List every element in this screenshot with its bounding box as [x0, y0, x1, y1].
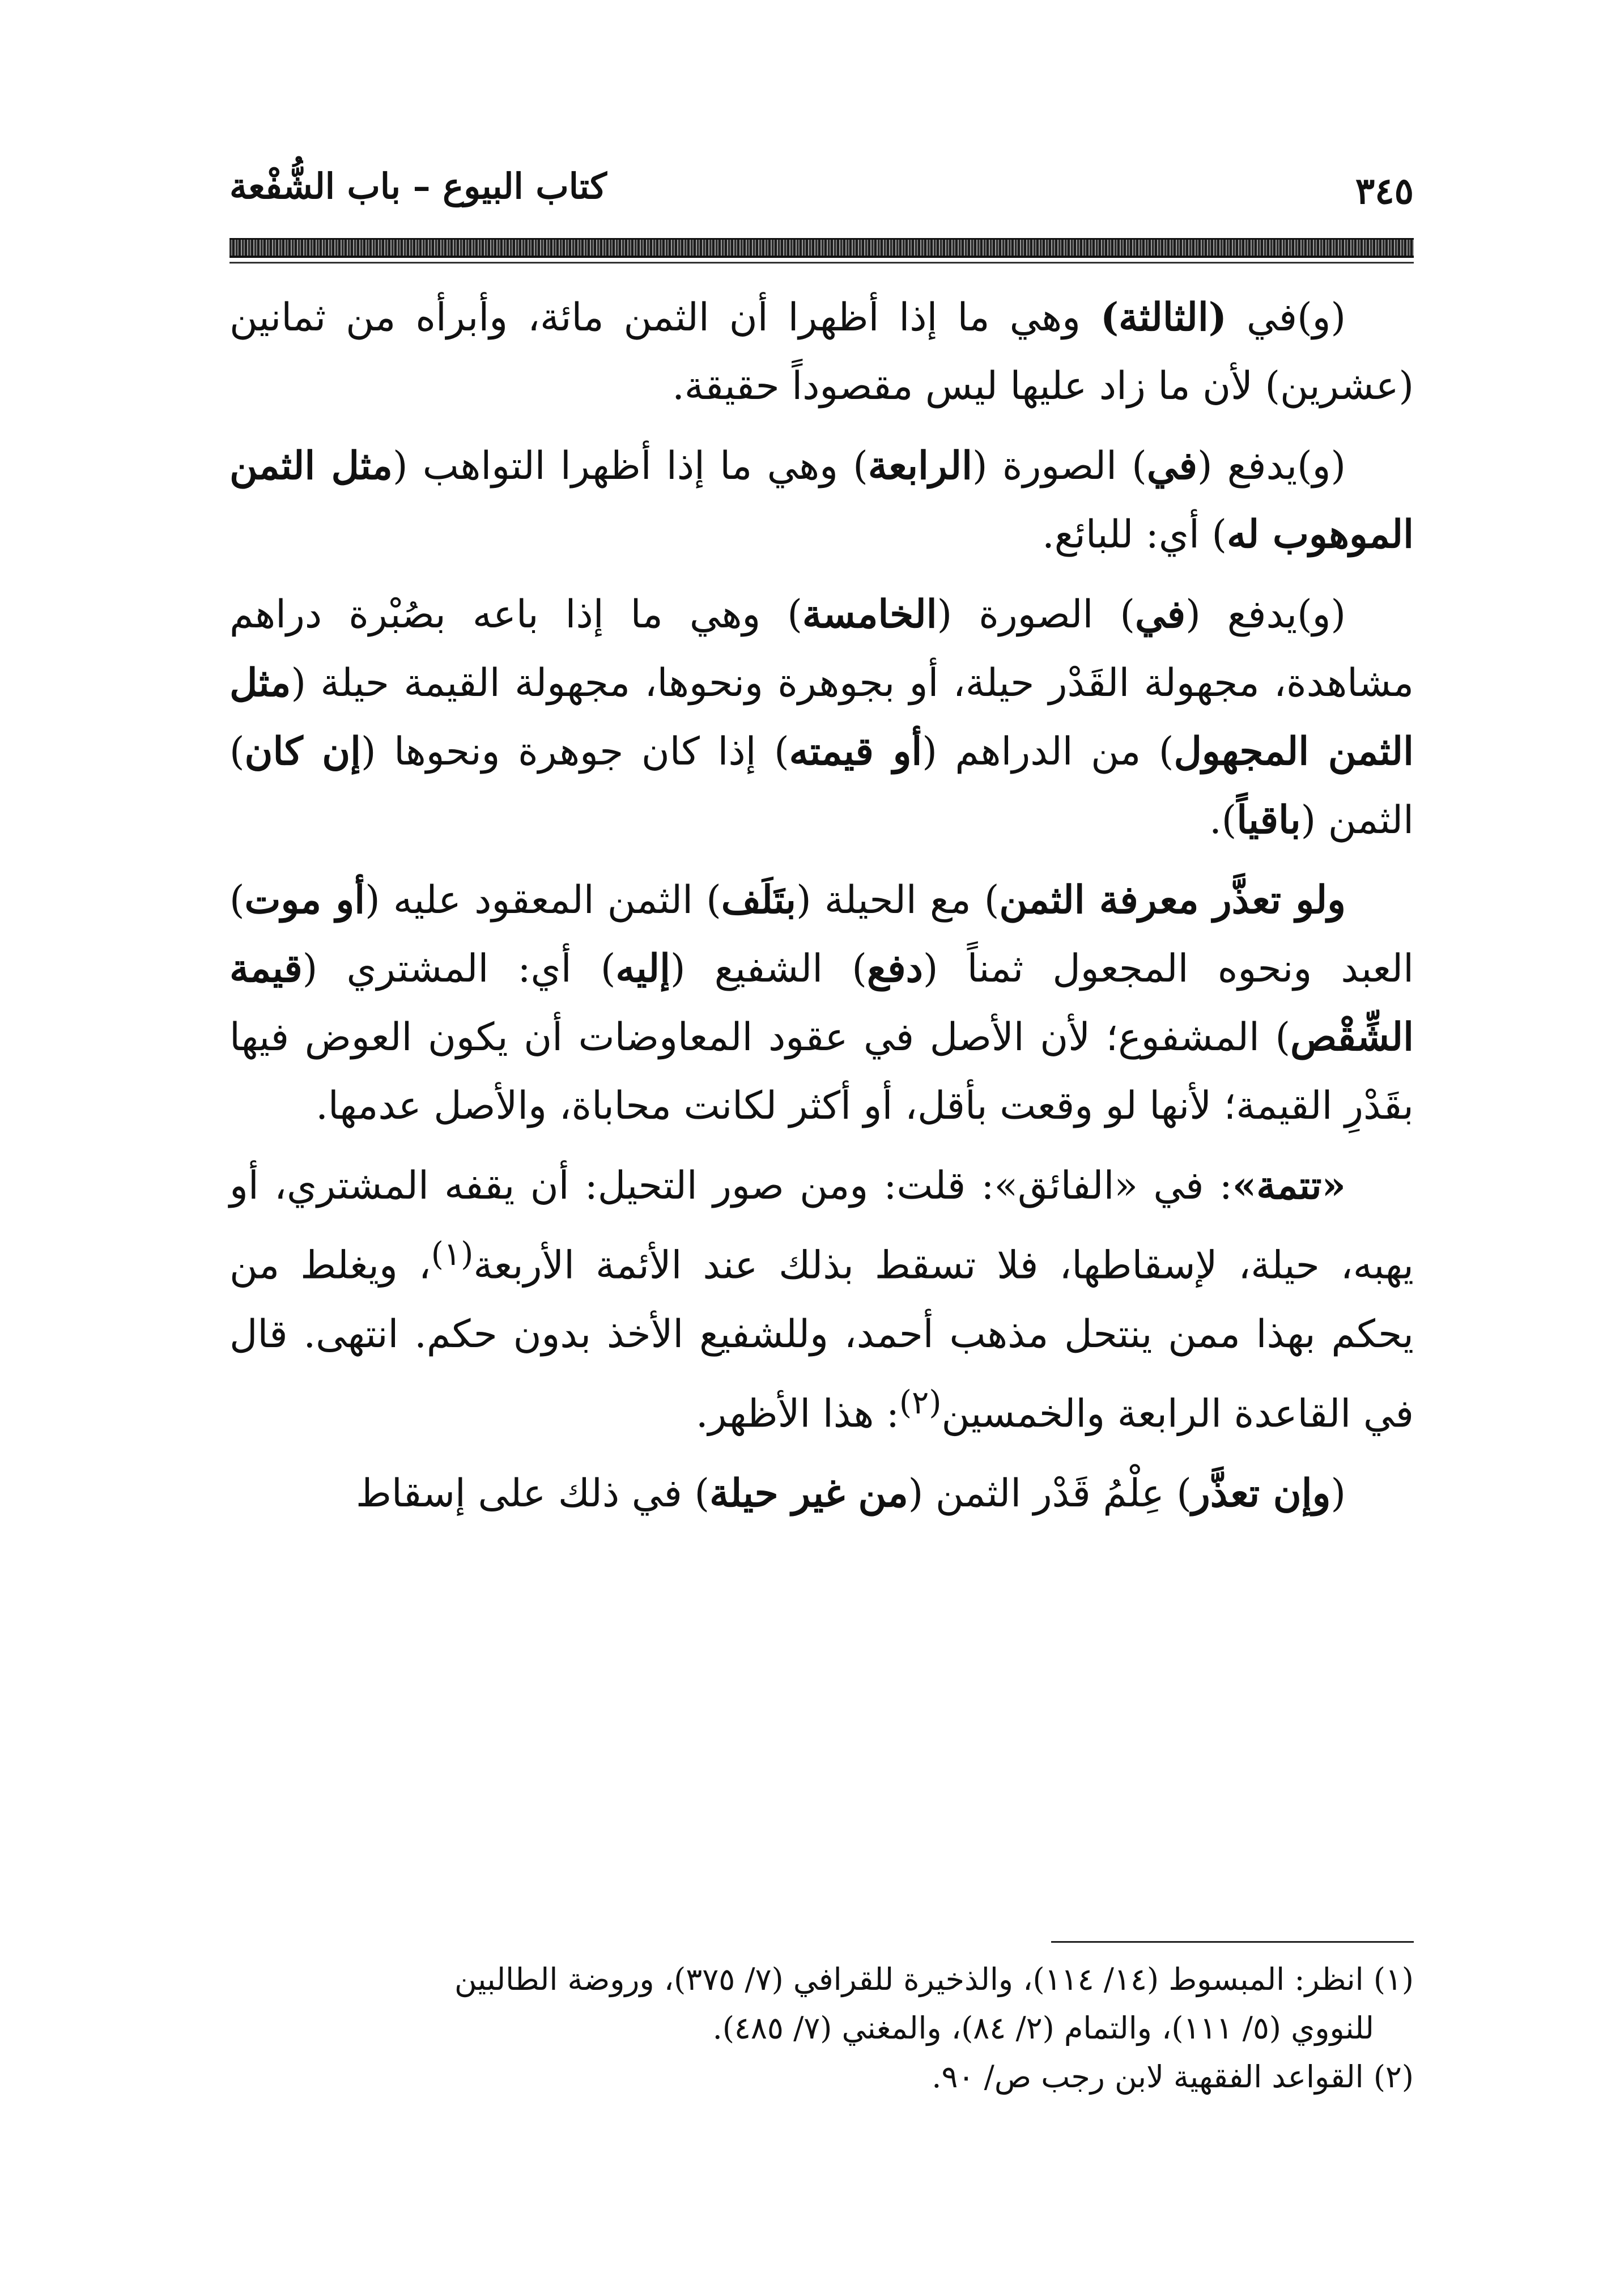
header-thin-rule	[229, 262, 1414, 264]
paragraph-3: (و)يدفع (في) الصورة (الخامسة) وهي ما إذا باعه بصُبْرة دراهم مشاهدة، مجهولة القَدْر حيلة، أو بجوهرة ونحوها، مجهولة القيمة حيلة (مثل الثمن المجهول) من الدراهم (أو قيمته) إذا كان جوهرة ونحوها (إن كان) الثمن (باقياً).	[229, 592, 1414, 843]
paragraph-1: (و)في (الثالثة) وهي ما إذا أظهرا أن الثمن مائة، وأبرأه من ثمانين (عشرين) لأن ما زاد عليها ليس مقصوداً حقيقة.	[229, 295, 1414, 409]
footnote-ref-1[interactable]: (١)	[431, 1235, 474, 1273]
paragraph-6: (وإن تعذَّر) عِلْمُ قَدْر الثمن (من غير حيلة) في ذلك على إسقاط	[355, 1471, 1346, 1517]
paragraph-5: «تتمة»: في «الفائق»: قلت: ومن صور التحيل: أن يقفه المشتري، أو يهبه، حيلة، لإسقاطها، فلا تسقط بذلك عند الأئمة الأربعة$^{(١)}$، ويغلط من يحكم بهذا ممن ينتحل مذهب أحمد، وللشفيع الأخذ بدون حكم. انتهى. قال في القاعدة الرابعة والخمسين$^{(٢)}$: هذا الأظهر.	[229, 1163, 1414, 1437]
header-ornamental-rule	[229, 238, 1414, 258]
running-title: كتاب البيوع – باب الشُّفْعة	[229, 165, 607, 207]
main-text	[229, 283, 1414, 1539]
page-number: ٣٤٥	[1355, 170, 1414, 213]
footnote-ref-2[interactable]: (٢)	[899, 1383, 942, 1421]
footnote-1-continued: للنووي (٥/ ١١١)، والتمام (٢/ ٨٤)، والمغني (٧/ ٤٨٥).	[712, 2010, 1374, 2046]
footnote-1: (١) انظر: المبسوط (١٤/ ١١٤)، والذخيرة للقرافي (٧/ ٣٧٥)، وروضة الطالبين	[454, 1961, 1414, 1997]
footnote-2: (٢) القواعد الفقهية لابن رجب ص/ ٩٠.	[932, 2059, 1414, 2095]
paragraph-4: ولو تعذَّر معرفة الثمن) مع الحيلة (بتَلَف) الثمن المعقود عليه (أو موت) العبد ونحوه المجعول ثمناً (دفع) الشفيع (إليه) أي: المشتري (قيمة الشِّقْص) المشفوع؛ لأن الأصل في عقود المعاوضات أن يكون العوض فيها بقَدْرِ القيمة؛ لأنها لو وقعت بأقل، أو أكثر لكانت محاباة، والأصل عدمها.	[229, 877, 1414, 1128]
paragraph-2: (و)يدفع (في) الصورة (الرابعة) وهي ما إذا أظهرا التواهب (مثل الثمن الموهوب له) أي: للبائع.	[229, 443, 1414, 557]
page-header	[229, 165, 1414, 228]
footnotes	[229, 1955, 1414, 2101]
footnote-separator	[1051, 1941, 1414, 1943]
